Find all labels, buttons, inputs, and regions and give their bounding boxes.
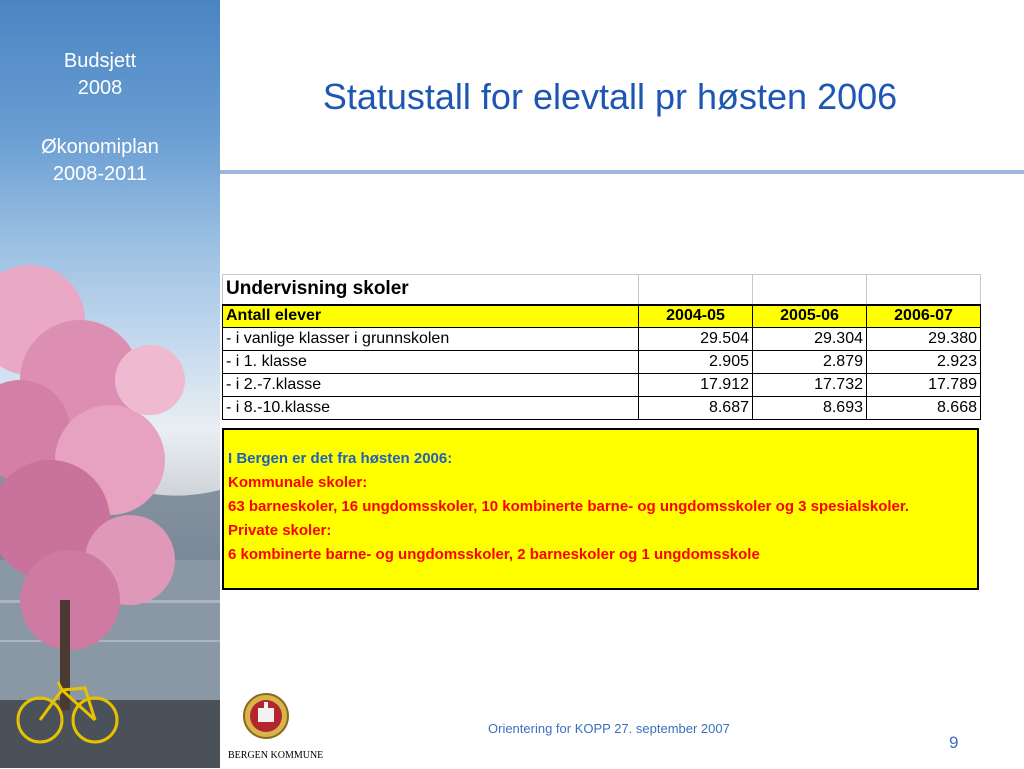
sidebar-plan-label xyxy=(0,134,200,188)
table-caption-row xyxy=(223,275,981,305)
row-value: 29.380 xyxy=(867,328,981,351)
row-value: 29.504 xyxy=(639,328,753,351)
row-label: - i 1. klasse xyxy=(223,351,639,374)
table-caption: Undervisning skoler xyxy=(223,275,639,305)
logo-text: BERGEN KOMMUNE xyxy=(228,750,324,761)
coat-of-arms-icon xyxy=(226,692,330,764)
cherry-blossom-photo xyxy=(0,0,220,768)
sidebar-plan-years: 2008-2011 xyxy=(52,163,148,185)
table-row xyxy=(223,328,981,351)
empty-cell xyxy=(639,275,753,305)
student-count-table xyxy=(222,274,981,420)
empty-cell xyxy=(753,275,867,305)
table-header-row xyxy=(223,305,981,328)
page-number: 9 xyxy=(949,733,959,752)
row-label: - i 2.-7.klasse xyxy=(223,374,639,397)
header-year: 2006-07 xyxy=(867,305,981,328)
bergen-kommune-logo xyxy=(226,692,330,764)
row-value: 17.912 xyxy=(639,374,753,397)
sidebar-budget-year: 2008 xyxy=(77,77,123,99)
sidebar-plan-title: Økonomiplan xyxy=(41,136,159,158)
row-value: 17.732 xyxy=(753,374,867,397)
table-row xyxy=(223,374,981,397)
row-value: 2.879 xyxy=(753,351,867,374)
sidebar-budget-label xyxy=(0,48,200,102)
row-value: 8.687 xyxy=(639,397,753,420)
table-row xyxy=(223,351,981,374)
row-label: - i 8.-10.klasse xyxy=(223,397,639,420)
slide-title: Statustall for elevtall pr høsten 2006 xyxy=(322,76,898,117)
info-intro: I Bergen er det fra høsten 2006: xyxy=(228,450,453,467)
row-value: 8.693 xyxy=(753,397,867,420)
header-year: 2004-05 xyxy=(639,305,753,328)
info-private-text: 6 kombinerte barne- og ungdomsskoler, 2 barneskoler og 1 ungdomsskole xyxy=(228,546,760,563)
header-year: 2005-06 xyxy=(753,305,867,328)
row-value: 8.668 xyxy=(867,397,981,420)
sidebar-budget-title: Budsjett xyxy=(63,50,137,72)
empty-cell xyxy=(867,275,981,305)
row-label: - i vanlige klasser i grunnskolen xyxy=(223,328,639,351)
info-private-heading: Private skoler: xyxy=(228,522,332,539)
title-divider xyxy=(220,170,1024,174)
header-label: Antall elever xyxy=(223,305,639,328)
row-value: 29.304 xyxy=(753,328,867,351)
row-value: 2.923 xyxy=(867,351,981,374)
row-value: 17.789 xyxy=(867,374,981,397)
info-municipal-heading: Kommunale skoler: xyxy=(228,474,368,491)
info-municipal-text: 63 barneskoler, 16 ungdomsskoler, 10 kombinerte barne- og ungdomsskoler og 3 spesialskoler. xyxy=(228,498,910,515)
footer-text: Orientering for KOPP 27. september 2007 xyxy=(488,721,730,736)
table-row xyxy=(223,397,981,420)
sidebar-photo xyxy=(0,0,220,768)
school-info-box xyxy=(222,428,979,590)
row-value: 2.905 xyxy=(639,351,753,374)
